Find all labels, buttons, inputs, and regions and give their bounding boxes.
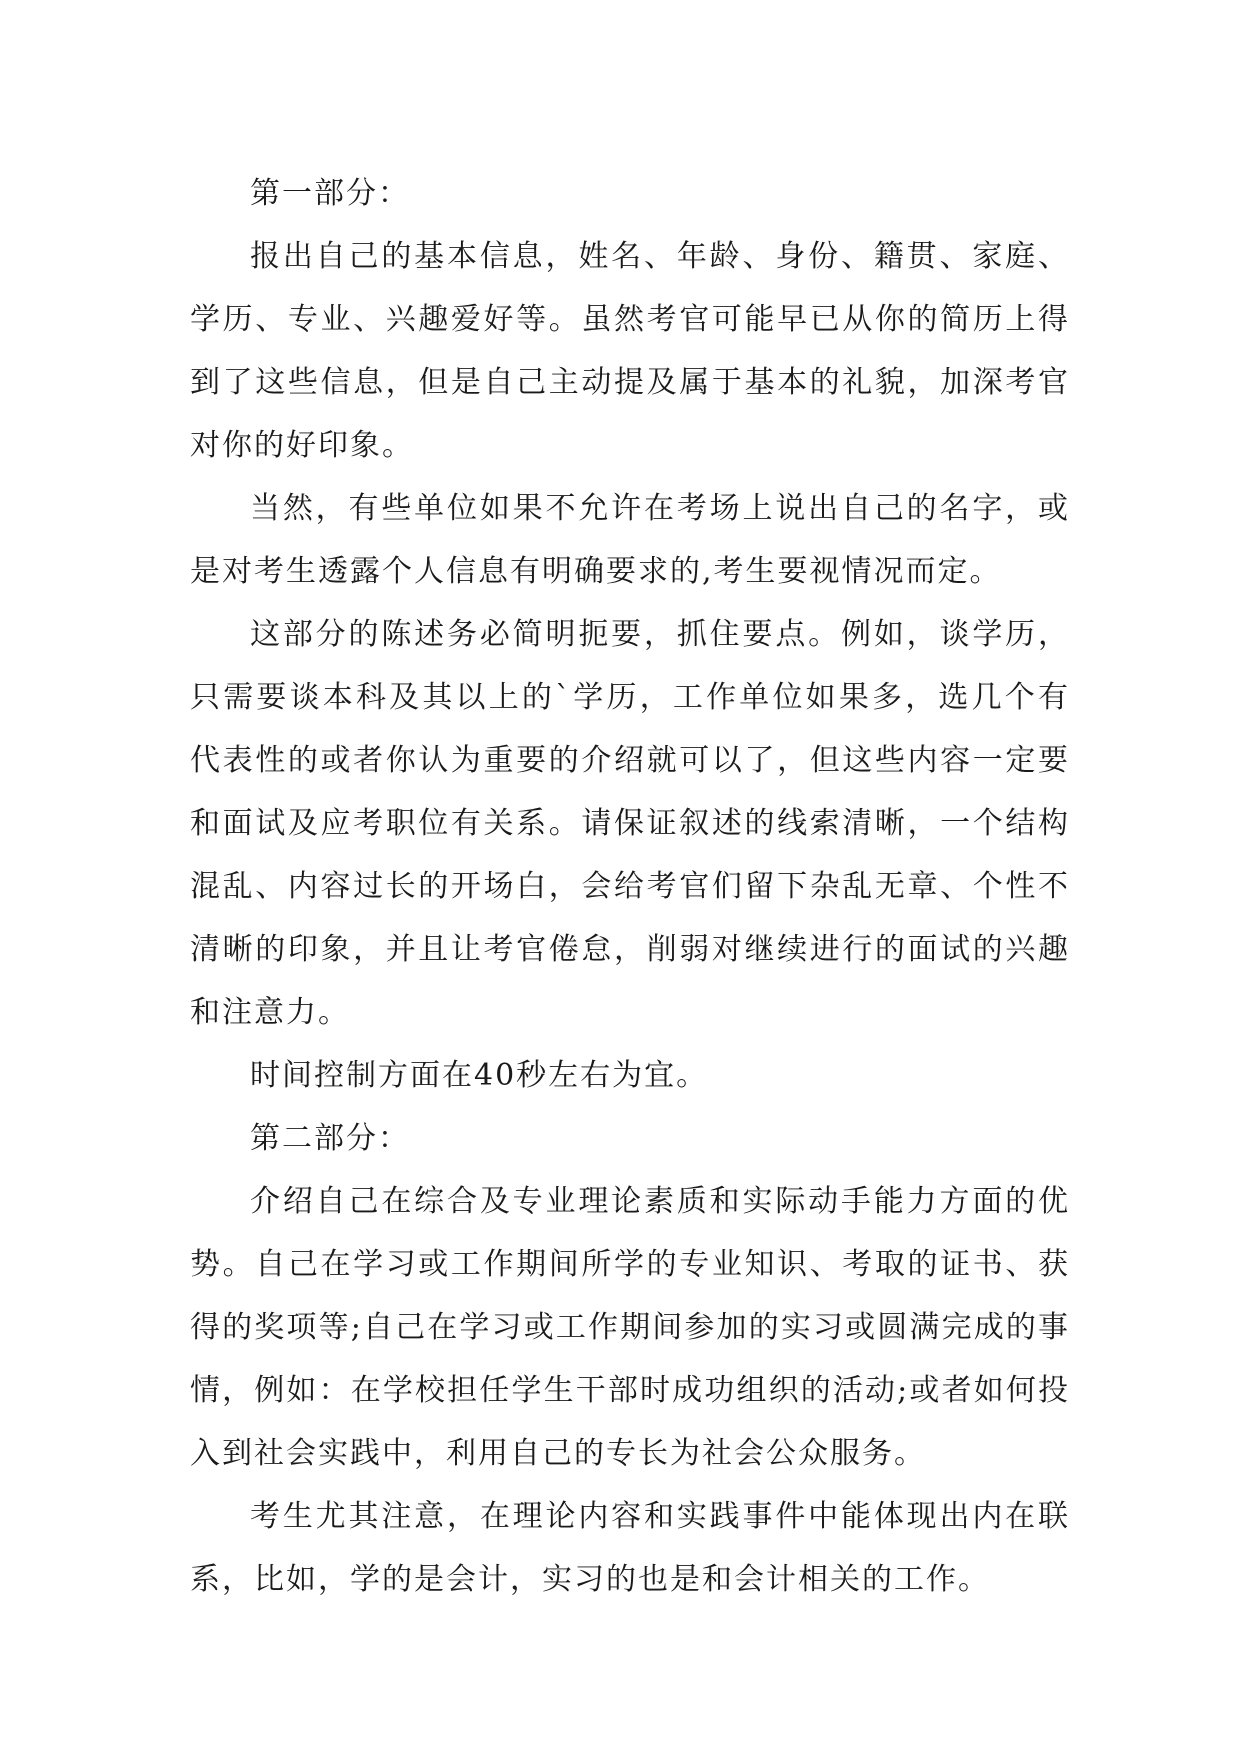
section-heading-part-two: 第二部分： xyxy=(250,1121,410,1156)
paragraph-theory-practice: 考生尤其注意，在理论内容和实践事件中能体现出内在联系，比如，学的是会计，实习的也是和会计相关的工作。 xyxy=(190,1499,1070,1597)
paragraph-brevity: 这部分的陈述务必简明扼要，抓住要点。例如，谈学历，只需要谈本科及其以上的`学历，工作单位如果多，选几个有代表性的或者你认为重要的介绍就可以了，但这些内容一定要和面试及应考职位有关系。请保证叙述的线索清晰，一个结构混乱、内容过长的开场白，会给考官们留下杂乱无章、个性不清晰的印象，并且让考官倦怠，削弱对继续进行的面试的兴趣和注意力。 xyxy=(190,617,1070,1030)
paragraph-strengths: 介绍自己在综合及专业理论素质和实际动手能力方面的优势。自己在学习或工作期间所学的专业知识、考取的证书、获得的奖项等;自己在学习或工作期间参加的实习或圆满完成的事情，例如：在学校担任学生干部时成功组织的活动;或者如何投入到社会实践中，利用自己的专长为社会公众服务。 xyxy=(190,1184,1070,1471)
paragraph-basic-info: 报出自己的基本信息，姓名、年龄、身份、籍贯、家庭、学历、专业、兴趣爱好等。虽然考官可能早已从你的简历上得到了这些信息，但是自己主动提及属于基本的礼貌，加深考官对你的好印象。 xyxy=(190,239,1070,463)
paragraph-privacy-note: 当然，有些单位如果不允许在考场上说出自己的名字，或是对考生透露个人信息有明确要求的,考生要视情况而定。 xyxy=(190,491,1070,589)
section-heading-part-one: 第一部分： xyxy=(250,176,410,211)
paragraph-time-control: 时间控制方面在40秒左右为宜。 xyxy=(250,1058,709,1093)
document-body xyxy=(190,162,1070,1611)
